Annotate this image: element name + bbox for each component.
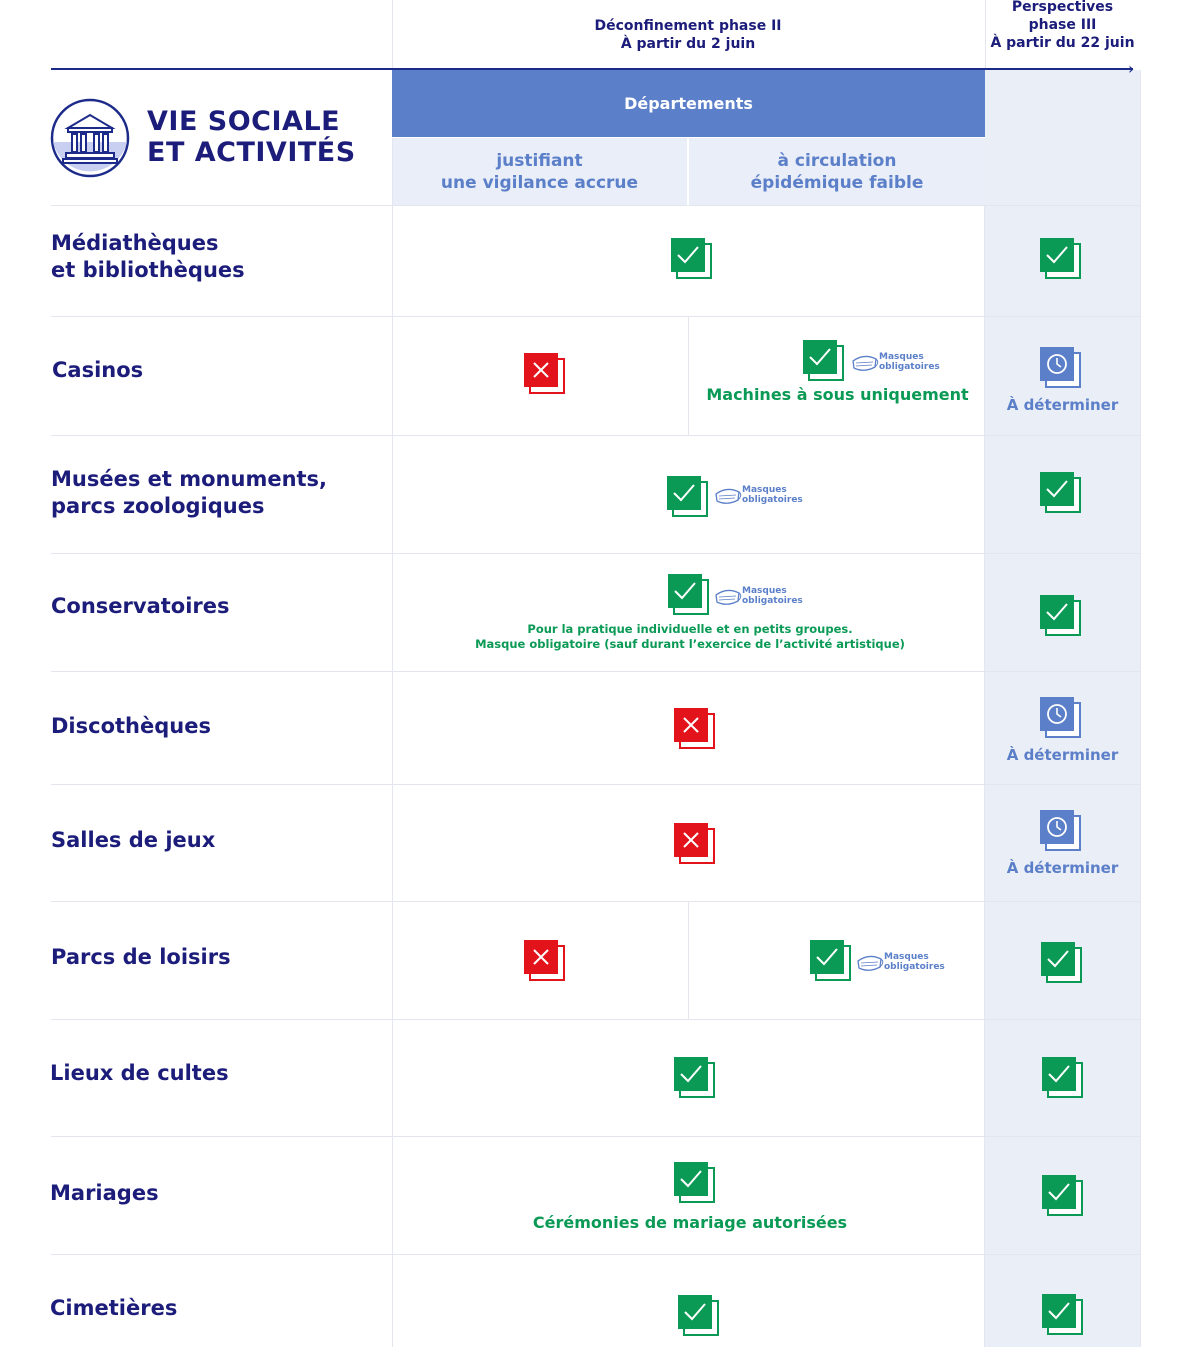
mask-label: [884, 952, 945, 972]
mask-label-line: Masques: [742, 485, 787, 495]
phase3-status: À déterminer: [1006, 746, 1119, 764]
mask-label-line: obligatoires: [742, 495, 803, 505]
phase3-subtitle: phase III: [1028, 17, 1097, 33]
mask-icon: [713, 585, 743, 609]
row-divider: [51, 316, 1140, 317]
row-divider: [51, 435, 1140, 436]
mask-badge: [855, 951, 943, 977]
mask-label-line: obligatoires: [879, 362, 940, 372]
section-title-line1: VIE SOCIALE: [147, 106, 341, 137]
row-label-conservatoires: Conservatoires: [51, 594, 230, 618]
check-icon: [1042, 1294, 1084, 1336]
faible-line1: à circulation: [777, 150, 897, 171]
check-icon: [1040, 238, 1082, 280]
row-label-parcs-de-loisirs: Parcs de loisirs: [51, 945, 231, 969]
vigilance-line2: une vigilance accrue: [440, 172, 639, 193]
row-divider: [51, 553, 1140, 554]
note-line: Masque obligatoire (sauf durant l’exercice de l’activité artistique): [475, 637, 905, 651]
clock-icon: [1040, 697, 1082, 739]
mask-label: [742, 485, 803, 505]
row-divider: [51, 1019, 1140, 1020]
row-divider: [51, 671, 1140, 672]
note-line: Pour la pratique individuelle et en petits groupes.: [527, 622, 853, 636]
column-divider: [688, 901, 689, 1019]
row-divider: [51, 205, 1140, 206]
column-divider: [1140, 70, 1141, 1347]
phase2-date: À partir du 2 juin: [620, 36, 756, 52]
phase2-title: Déconfinement phase II: [594, 18, 782, 34]
row-label-discotheques: Discothèques: [51, 714, 211, 738]
vigilance-line1: justifiant: [496, 150, 583, 171]
mask-label-line: obligatoires: [742, 596, 803, 606]
clock-icon: [1040, 347, 1082, 389]
casinos-note: Machines à sous uniquement: [706, 385, 969, 404]
mariages-note: Cérémonies de mariage autorisées: [532, 1213, 848, 1232]
check-icon: [678, 1295, 720, 1337]
column-divider: [392, 138, 393, 1347]
column-divider: [688, 316, 689, 435]
cross-icon: [524, 353, 566, 395]
mask-icon: [713, 484, 743, 508]
row-divider: [51, 784, 1140, 785]
check-icon: [803, 340, 845, 382]
mask-icon: [855, 951, 885, 975]
column-divider: [984, 205, 985, 1347]
check-icon: [1042, 1175, 1084, 1217]
check-icon: [1040, 595, 1082, 637]
row-label-musees: [51, 466, 381, 520]
cross-icon: [674, 823, 716, 865]
row-divider: [51, 1254, 1140, 1255]
arrow-right-icon: ›: [1128, 59, 1135, 78]
mask-label-line: Masques: [879, 352, 924, 362]
mask-icon: [850, 351, 880, 375]
phase3-date: À partir du 22 juin: [990, 35, 1135, 51]
vigilance-header: [392, 138, 687, 205]
phase2-header: [560, 17, 816, 53]
cross-icon: [524, 940, 566, 982]
check-icon: [1040, 472, 1082, 514]
clock-icon: [1040, 810, 1082, 852]
check-icon: [810, 940, 852, 982]
row-label-line: parcs zoologiques: [51, 494, 265, 518]
mask-label: [742, 586, 803, 606]
check-icon: [1042, 1057, 1084, 1099]
mask-label-line: Masques: [884, 952, 929, 962]
phase3-status: À déterminer: [1006, 859, 1119, 877]
row-label-line: Médiathèques: [51, 231, 219, 255]
cross-icon: [674, 708, 716, 750]
phase3-header: [990, 0, 1135, 52]
header-divider: [985, 0, 986, 68]
conservatoires-note: [395, 622, 985, 652]
row-label-line: et bibliothèques: [51, 258, 245, 282]
row-divider: [51, 901, 1140, 902]
check-icon: [667, 476, 709, 518]
row-divider: [51, 1136, 1140, 1137]
check-icon: [674, 1057, 716, 1099]
check-icon: [1041, 942, 1083, 984]
faible-header: [689, 138, 985, 205]
mask-label-line: Masques: [742, 586, 787, 596]
section-title-line2: ET ACTIVITÉS: [147, 137, 356, 168]
phase3-title: Perspectives: [1011, 0, 1114, 15]
departements-header: Départements: [392, 70, 985, 137]
phase3-status: À déterminer: [1006, 396, 1119, 414]
row-label-lieux-de-cultes: Lieux de cultes: [50, 1061, 229, 1085]
mask-label: [879, 352, 940, 372]
mask-badge: [850, 351, 938, 377]
check-icon: [674, 1162, 716, 1204]
row-label-casinos: Casinos: [52, 358, 144, 382]
column-divider: [688, 138, 689, 205]
row-label-mediatheques: [51, 230, 381, 284]
row-label-line: Musées et monuments,: [51, 467, 328, 491]
check-icon: [671, 238, 713, 280]
museum-icon: [50, 98, 130, 178]
section-title: [147, 106, 387, 168]
row-label-salles-de-jeux: Salles de jeux: [51, 828, 216, 852]
faible-line2: épidémique faible: [750, 172, 924, 193]
header-divider: [392, 0, 393, 68]
mask-badge: [713, 484, 801, 510]
mask-badge: [713, 585, 801, 611]
row-label-mariages: Mariages: [50, 1181, 159, 1205]
row-label-cimetieres: Cimetières: [50, 1296, 178, 1320]
check-icon: [668, 574, 710, 616]
mask-label-line: obligatoires: [884, 962, 945, 972]
